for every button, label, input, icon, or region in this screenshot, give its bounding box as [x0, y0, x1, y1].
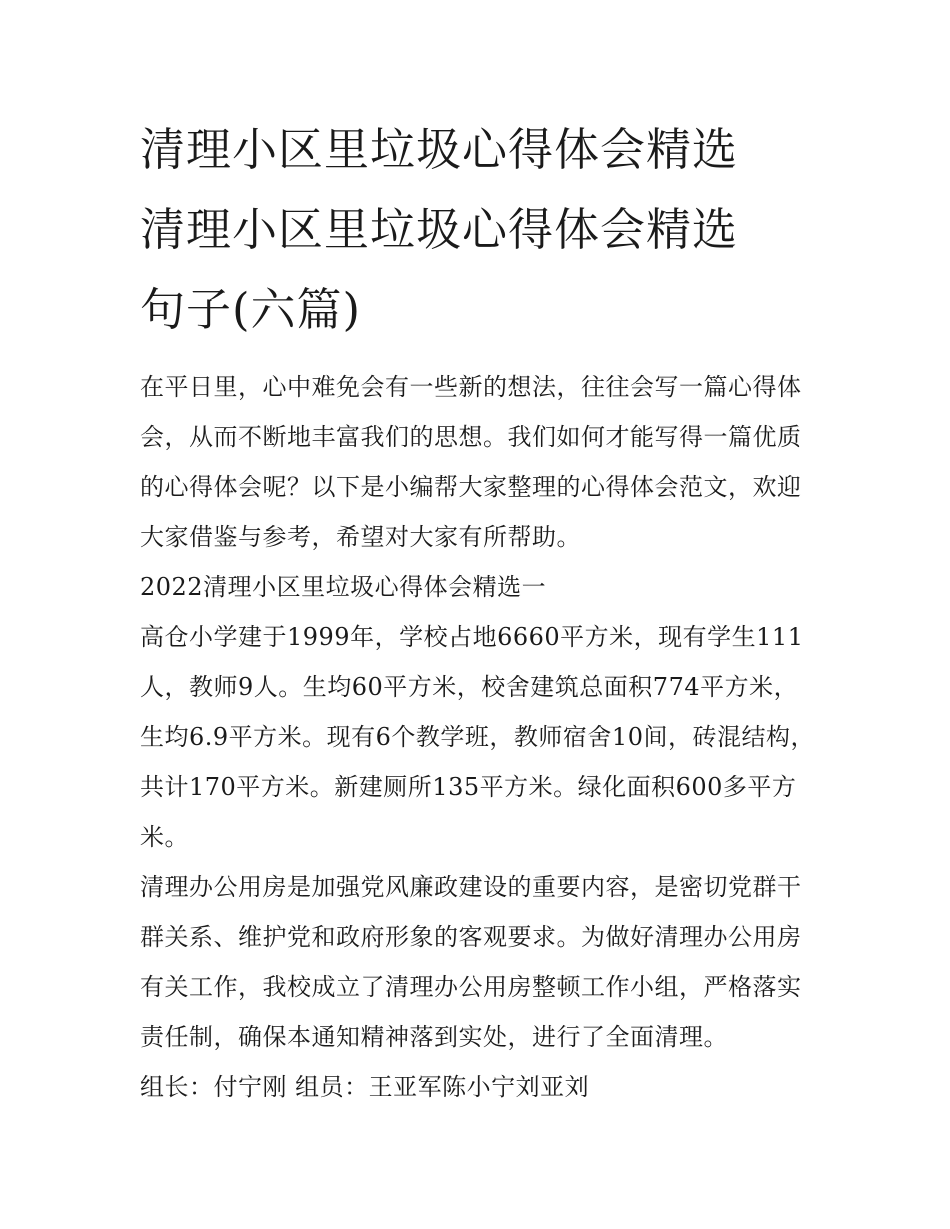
title-line-2: 清理小区里垃圾心得体会精选: [140, 203, 739, 256]
document-body: [140, 362, 820, 1112]
intro-paragraph: 在平日里，心中难免会有一些新的想法，往往会写一篇心得体会，从而不断地丰富我们的思想。我们如何才能写得一篇优质的心得体会呢？以下是小编帮大家整理的心得体会范文，欢迎大家借鉴与参考，希望对大家有所帮助。: [140, 373, 802, 551]
title-line-3: 句子(六篇): [140, 283, 362, 336]
title-line-1: 清理小区里垃圾心得体会精选: [140, 123, 739, 176]
document-page: [140, 110, 820, 1112]
section-heading: 2022清理小区里垃圾心得体会精选一: [140, 573, 547, 601]
school-info-paragraph: 高仓小学建于1999年，学校占地6660平方米，现有学生111人，教师9人。生均60平方米，校舍建筑总面积774平方米，生均6.9平方米。现有6个教学班，教师宿舍10间，砖混结构，共计170平方米。新建厕所135平方米。绿化面积600多平方米。: [140, 623, 815, 851]
cleanup-paragraph: 清理办公用房是加强党风廉政建设的重要内容，是密切党群干群关系、维护党和政府形象的客观要求。为做好清理办公用房有关工作，我校成立了清理办公用房整顿工作小组，严格落实责任制，确保本通知精神落到实处，进行了全面清理。: [140, 873, 802, 1051]
document-title: [140, 110, 820, 350]
team-members-line: 组长：付宁刚 组员：王亚军陈小宁刘亚刘: [140, 1073, 590, 1101]
